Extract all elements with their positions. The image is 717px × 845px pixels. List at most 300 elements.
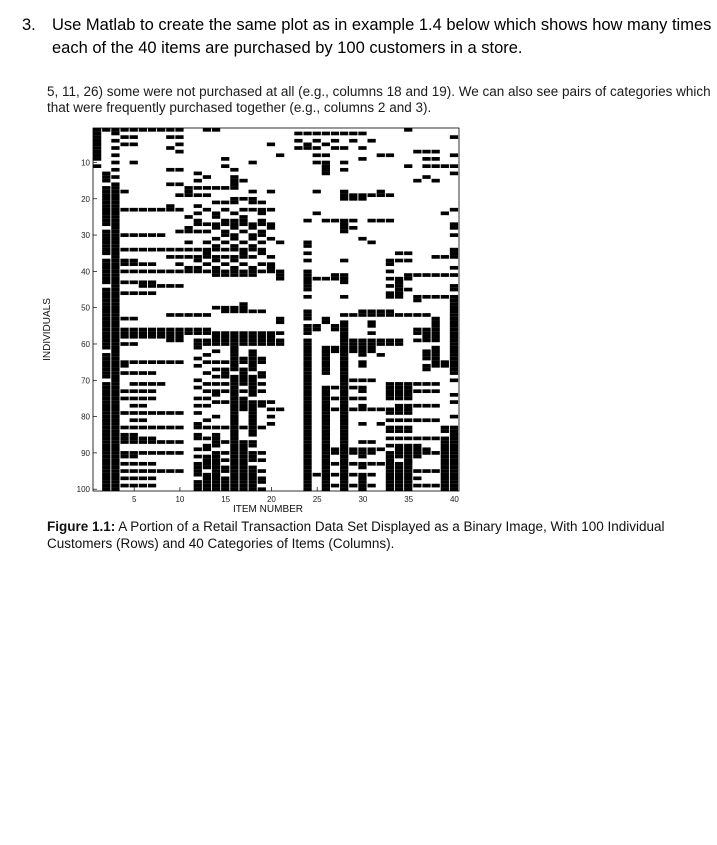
purchase-cell bbox=[130, 143, 138, 147]
purchase-cell bbox=[139, 291, 147, 295]
purchase-cell bbox=[139, 248, 147, 252]
purchase-cell bbox=[358, 404, 366, 408]
purchase-cell bbox=[203, 418, 211, 422]
purchase-cell bbox=[230, 346, 238, 350]
purchase-cell bbox=[422, 328, 430, 332]
purchase-cell bbox=[120, 128, 128, 132]
purchase-cell bbox=[340, 273, 348, 277]
purchase-cell bbox=[404, 487, 412, 491]
purchase-cell bbox=[111, 371, 119, 375]
purchase-cell bbox=[267, 226, 275, 230]
purchase-cell bbox=[130, 233, 138, 237]
purchase-cell bbox=[102, 364, 110, 368]
purchase-cell bbox=[230, 335, 238, 339]
purchase-cell bbox=[276, 241, 284, 245]
purchase-cell bbox=[230, 404, 238, 408]
purchase-cell bbox=[230, 473, 238, 477]
purchase-cell bbox=[432, 339, 440, 343]
purchase-cell bbox=[450, 451, 458, 455]
purchase-cell bbox=[441, 426, 449, 430]
purchase-cell bbox=[194, 248, 202, 252]
purchase-cell bbox=[130, 440, 138, 444]
purchase-cell bbox=[249, 418, 257, 422]
purchase-cell bbox=[111, 426, 119, 430]
purchase-cell bbox=[441, 447, 449, 451]
purchase-cell bbox=[185, 193, 193, 197]
purchase-cell bbox=[139, 335, 147, 339]
purchase-cell bbox=[322, 386, 330, 390]
purchase-cell bbox=[249, 451, 257, 455]
purchase-cell bbox=[221, 201, 229, 205]
purchase-cell bbox=[395, 437, 403, 441]
purchase-cell bbox=[413, 150, 421, 154]
purchase-cell bbox=[230, 378, 238, 382]
purchase-cell bbox=[340, 342, 348, 346]
purchase-cell bbox=[139, 397, 147, 401]
purchase-cell bbox=[185, 313, 193, 317]
purchase-cell bbox=[358, 342, 366, 346]
purchase-cell bbox=[303, 487, 311, 491]
purchase-cell bbox=[239, 310, 247, 314]
purchase-cell bbox=[120, 451, 128, 455]
purchase-cell bbox=[395, 280, 403, 284]
purchase-cell bbox=[386, 397, 394, 401]
purchase-cell bbox=[230, 382, 238, 386]
purchase-cell bbox=[139, 284, 147, 288]
purchase-cell bbox=[157, 469, 165, 473]
purchase-cell bbox=[120, 335, 128, 339]
purchase-cell bbox=[340, 328, 348, 332]
purchase-cell bbox=[203, 458, 211, 462]
purchase-cell bbox=[102, 201, 110, 205]
purchase-cell bbox=[386, 437, 394, 441]
purchase-cell bbox=[303, 339, 311, 343]
purchase-cell bbox=[93, 164, 101, 168]
purchase-cell bbox=[166, 284, 174, 288]
purchase-cell bbox=[221, 400, 229, 404]
purchase-cell bbox=[120, 262, 128, 266]
purchase-cell bbox=[102, 222, 110, 226]
purchase-cell bbox=[111, 262, 119, 266]
purchase-cell bbox=[395, 455, 403, 459]
purchase-cell bbox=[230, 422, 238, 426]
purchase-cell bbox=[267, 143, 275, 147]
purchase-cell bbox=[166, 451, 174, 455]
purchase-cell bbox=[221, 208, 229, 212]
purchase-cell bbox=[148, 382, 156, 386]
purchase-cell bbox=[249, 487, 257, 491]
purchase-cell bbox=[386, 426, 394, 430]
purchase-cell bbox=[303, 447, 311, 451]
purchase-cell bbox=[175, 182, 183, 186]
purchase-cell bbox=[450, 324, 458, 328]
purchase-cell bbox=[386, 393, 394, 397]
purchase-cell bbox=[331, 397, 339, 401]
purchase-cell bbox=[358, 193, 366, 197]
purchase-cell bbox=[212, 339, 220, 343]
purchase-cell bbox=[267, 408, 275, 412]
x-tick-label: 35 bbox=[404, 495, 414, 504]
purchase-cell bbox=[111, 418, 119, 422]
purchase-cell bbox=[395, 251, 403, 255]
purchase-cell bbox=[340, 375, 348, 379]
purchase-cell bbox=[404, 288, 412, 292]
purchase-cell bbox=[249, 208, 257, 212]
purchase-cell bbox=[111, 466, 119, 470]
purchase-cell bbox=[331, 146, 339, 150]
purchase-cell bbox=[432, 349, 440, 353]
purchase-cell bbox=[203, 339, 211, 343]
purchase-cell bbox=[111, 226, 119, 230]
purchase-cell bbox=[404, 128, 412, 132]
purchase-cell bbox=[422, 451, 430, 455]
purchase-cell bbox=[258, 233, 266, 237]
purchase-cell bbox=[102, 248, 110, 252]
purchase-cell bbox=[203, 128, 211, 132]
purchase-cell bbox=[267, 237, 275, 241]
purchase-cell bbox=[230, 418, 238, 422]
purchase-cell bbox=[102, 444, 110, 448]
purchase-cell bbox=[111, 393, 119, 397]
purchase-cell bbox=[249, 197, 257, 201]
purchase-cell bbox=[102, 273, 110, 277]
question-text: Use Matlab to create the same plot as in example 1.4 below which shows how many times each of the 40 items are purchased by 100 customers in a store. bbox=[52, 16, 712, 57]
purchase-cell bbox=[221, 487, 229, 491]
purchase-cell bbox=[331, 386, 339, 390]
purchase-cell bbox=[413, 418, 421, 422]
purchase-cell bbox=[139, 484, 147, 488]
purchase-cell bbox=[166, 313, 174, 317]
purchase-cell bbox=[432, 437, 440, 441]
purchase-cell bbox=[111, 175, 119, 179]
purchase-cell bbox=[450, 429, 458, 433]
purchase-cell bbox=[258, 389, 266, 393]
purchase-cell bbox=[395, 466, 403, 470]
purchase-cell bbox=[166, 208, 174, 212]
purchase-cell bbox=[239, 404, 247, 408]
purchase-cell bbox=[130, 418, 138, 422]
figure-caption bbox=[47, 518, 715, 552]
purchase-cell bbox=[166, 204, 174, 208]
purchase-cell bbox=[120, 331, 128, 335]
purchase-cell bbox=[340, 371, 348, 375]
purchase-cell bbox=[102, 190, 110, 194]
purchase-cell bbox=[258, 371, 266, 375]
purchase-cell bbox=[303, 422, 311, 426]
purchase-cell bbox=[258, 342, 266, 346]
purchase-cell bbox=[203, 353, 211, 357]
purchase-cell bbox=[102, 270, 110, 274]
purchase-cell bbox=[139, 371, 147, 375]
purchase-cell bbox=[386, 310, 394, 314]
purchase-cell bbox=[102, 415, 110, 419]
purchase-cell bbox=[303, 244, 311, 248]
purchase-cell bbox=[441, 469, 449, 473]
purchase-cell bbox=[102, 302, 110, 306]
purchase-cell bbox=[102, 433, 110, 437]
purchase-cell bbox=[395, 313, 403, 317]
purchase-cell bbox=[322, 455, 330, 459]
purchase-cell bbox=[194, 426, 202, 430]
purchase-cell bbox=[221, 451, 229, 455]
purchase-cell bbox=[331, 484, 339, 488]
x-tick-label: 25 bbox=[312, 495, 322, 504]
purchase-cell bbox=[166, 440, 174, 444]
purchase-cell bbox=[194, 346, 202, 350]
purchase-cell bbox=[239, 389, 247, 393]
purchase-cell bbox=[194, 230, 202, 234]
purchase-cell bbox=[303, 462, 311, 466]
purchase-cell bbox=[349, 447, 357, 451]
purchase-cell bbox=[148, 389, 156, 393]
textbook-excerpt: 5, 11, 26) some were not purchased at all (e.g., columns 18 and 19). We can also see pairs of categories which that were frequently purchased together (e.g., columns 2 and 3). bbox=[47, 84, 711, 115]
purchase-cell bbox=[340, 466, 348, 470]
purchase-cell bbox=[212, 270, 220, 274]
purchase-cell bbox=[249, 310, 257, 314]
purchase-cell bbox=[276, 317, 284, 321]
purchase-cell bbox=[358, 462, 366, 466]
purchase-cell bbox=[441, 164, 449, 168]
purchase-cell bbox=[349, 386, 357, 390]
purchase-cell bbox=[111, 415, 119, 419]
purchase-cell bbox=[230, 415, 238, 419]
purchase-cell bbox=[221, 339, 229, 343]
purchase-cell bbox=[175, 128, 183, 132]
purchase-cell bbox=[93, 132, 101, 136]
purchase-cell bbox=[313, 277, 321, 281]
purchase-cell bbox=[313, 211, 321, 215]
purchase-cell bbox=[175, 262, 183, 266]
purchase-cell bbox=[230, 462, 238, 466]
purchase-cell bbox=[267, 208, 275, 212]
purchase-cell bbox=[120, 360, 128, 364]
purchase-cell bbox=[130, 291, 138, 295]
purchase-cell bbox=[120, 469, 128, 473]
purchase-cell bbox=[166, 328, 174, 332]
y-tick-label: 80 bbox=[81, 412, 90, 422]
purchase-cell bbox=[386, 480, 394, 484]
purchase-cell bbox=[404, 164, 412, 168]
purchase-cell bbox=[239, 248, 247, 252]
purchase-cell bbox=[340, 277, 348, 281]
purchase-cell bbox=[185, 226, 193, 230]
purchase-cell bbox=[102, 335, 110, 339]
purchase-cell bbox=[322, 346, 330, 350]
purchase-cell bbox=[322, 451, 330, 455]
purchase-cell bbox=[322, 161, 330, 165]
purchase-cell bbox=[230, 444, 238, 448]
purchase-cell bbox=[230, 433, 238, 437]
purchase-cell bbox=[322, 172, 330, 176]
purchase-cell bbox=[340, 364, 348, 368]
purchase-cell bbox=[212, 455, 220, 459]
y-tick-label: 40 bbox=[81, 267, 90, 277]
purchase-cell bbox=[212, 226, 220, 230]
purchase-cell bbox=[368, 473, 376, 477]
purchase-cell bbox=[102, 426, 110, 430]
purchase-cell bbox=[239, 342, 247, 346]
purchase-cell bbox=[130, 433, 138, 437]
purchase-cell bbox=[422, 295, 430, 299]
purchase-cell bbox=[203, 186, 211, 190]
purchase-cell bbox=[313, 139, 321, 143]
purchase-cell bbox=[450, 328, 458, 332]
purchase-cell bbox=[203, 473, 211, 477]
purchase-cell bbox=[203, 193, 211, 197]
purchase-cell bbox=[212, 382, 220, 386]
purchase-cell bbox=[322, 440, 330, 444]
purchase-cell bbox=[249, 255, 257, 259]
purchase-cell bbox=[212, 244, 220, 248]
purchase-cell bbox=[230, 368, 238, 372]
purchase-cell bbox=[230, 226, 238, 230]
purchase-cell bbox=[450, 172, 458, 176]
purchase-cell bbox=[358, 310, 366, 314]
purchase-cell bbox=[102, 310, 110, 314]
purchase-cell bbox=[139, 451, 147, 455]
purchase-cell bbox=[386, 451, 394, 455]
purchase-cell bbox=[239, 426, 247, 430]
purchase-cell bbox=[413, 331, 421, 335]
purchase-cell bbox=[322, 317, 330, 321]
purchase-cell bbox=[93, 139, 101, 143]
purchase-cell bbox=[230, 182, 238, 186]
purchase-cell bbox=[450, 466, 458, 470]
purchase-cell bbox=[230, 487, 238, 491]
purchase-cell bbox=[395, 444, 403, 448]
purchase-cell bbox=[111, 317, 119, 321]
purchase-cell bbox=[249, 335, 257, 339]
purchase-cell bbox=[148, 426, 156, 430]
purchase-cell bbox=[386, 386, 394, 390]
purchase-cell bbox=[450, 339, 458, 343]
purchase-cell bbox=[102, 480, 110, 484]
purchase-cell bbox=[322, 480, 330, 484]
purchase-cell bbox=[212, 128, 220, 132]
purchase-cell bbox=[194, 404, 202, 408]
purchase-cell bbox=[102, 476, 110, 480]
purchase-cell bbox=[157, 360, 165, 364]
purchase-cell bbox=[111, 378, 119, 382]
purchase-cell bbox=[432, 317, 440, 321]
purchase-cell bbox=[450, 444, 458, 448]
purchase-cell bbox=[377, 422, 385, 426]
purchase-cell bbox=[166, 469, 174, 473]
purchase-cell bbox=[303, 295, 311, 299]
purchase-cell bbox=[221, 241, 229, 245]
purchase-cell bbox=[102, 259, 110, 263]
purchase-cell bbox=[249, 411, 257, 415]
purchase-cell bbox=[221, 480, 229, 484]
purchase-cell bbox=[139, 233, 147, 237]
purchase-cell bbox=[249, 353, 257, 357]
purchase-cell bbox=[422, 164, 430, 168]
purchase-cell bbox=[111, 451, 119, 455]
purchase-cell bbox=[93, 150, 101, 154]
purchase-cell bbox=[340, 455, 348, 459]
purchase-cell bbox=[276, 339, 284, 343]
purchase-cell bbox=[185, 215, 193, 219]
purchase-cell bbox=[239, 302, 247, 306]
purchase-cell bbox=[212, 349, 220, 353]
purchase-cell bbox=[386, 277, 394, 281]
purchase-cell bbox=[130, 208, 138, 212]
purchase-cell bbox=[358, 480, 366, 484]
purchase-cell bbox=[221, 230, 229, 234]
purchase-cell bbox=[239, 447, 247, 451]
purchase-cell bbox=[111, 375, 119, 379]
purchase-cell bbox=[303, 360, 311, 364]
purchase-cell bbox=[303, 259, 311, 263]
purchase-cell bbox=[212, 473, 220, 477]
purchase-cell bbox=[102, 422, 110, 426]
purchase-cell bbox=[358, 466, 366, 470]
purchase-cell bbox=[212, 375, 220, 379]
purchase-cell bbox=[120, 437, 128, 441]
purchase-cell bbox=[230, 353, 238, 357]
purchase-cell bbox=[194, 313, 202, 317]
purchase-cell bbox=[368, 339, 376, 343]
purchase-cell bbox=[111, 324, 119, 328]
purchase-cell bbox=[249, 226, 257, 230]
purchase-cell bbox=[175, 339, 183, 343]
purchase-cell bbox=[249, 244, 257, 248]
purchase-cell bbox=[395, 473, 403, 477]
purchase-cell bbox=[212, 237, 220, 241]
purchase-cell bbox=[230, 273, 238, 277]
purchase-cell bbox=[148, 451, 156, 455]
purchase-cell bbox=[303, 342, 311, 346]
purchase-cell bbox=[166, 168, 174, 172]
purchase-cell bbox=[148, 411, 156, 415]
purchase-cell bbox=[239, 215, 247, 219]
purchase-cell bbox=[194, 172, 202, 176]
purchase-cell bbox=[450, 335, 458, 339]
purchase-cell bbox=[422, 349, 430, 353]
purchase-cell bbox=[111, 360, 119, 364]
purchase-cell bbox=[377, 153, 385, 157]
purchase-cell bbox=[111, 339, 119, 343]
purchase-cell bbox=[212, 335, 220, 339]
purchase-cell bbox=[340, 132, 348, 136]
purchase-cell bbox=[102, 371, 110, 375]
purchase-cell bbox=[340, 451, 348, 455]
purchase-cell bbox=[230, 339, 238, 343]
purchase-cell bbox=[368, 313, 376, 317]
purchase-cell bbox=[130, 135, 138, 139]
purchase-cell bbox=[413, 444, 421, 448]
purchase-cell bbox=[139, 440, 147, 444]
purchase-cell bbox=[230, 393, 238, 397]
purchase-cell bbox=[404, 451, 412, 455]
purchase-cell bbox=[102, 306, 110, 310]
purchase-cell bbox=[303, 375, 311, 379]
purchase-cell bbox=[249, 469, 257, 473]
purchase-cell bbox=[368, 349, 376, 353]
purchase-cell bbox=[322, 371, 330, 375]
purchase-cell bbox=[422, 364, 430, 368]
purchase-cell bbox=[413, 295, 421, 299]
purchase-cell bbox=[258, 262, 266, 266]
purchase-cell bbox=[441, 444, 449, 448]
purchase-cell bbox=[102, 357, 110, 361]
purchase-cell bbox=[111, 353, 119, 357]
purchase-cell bbox=[413, 389, 421, 393]
purchase-cell bbox=[404, 458, 412, 462]
purchase-cell bbox=[358, 360, 366, 364]
purchase-cell bbox=[111, 248, 119, 252]
purchase-cell bbox=[230, 476, 238, 480]
